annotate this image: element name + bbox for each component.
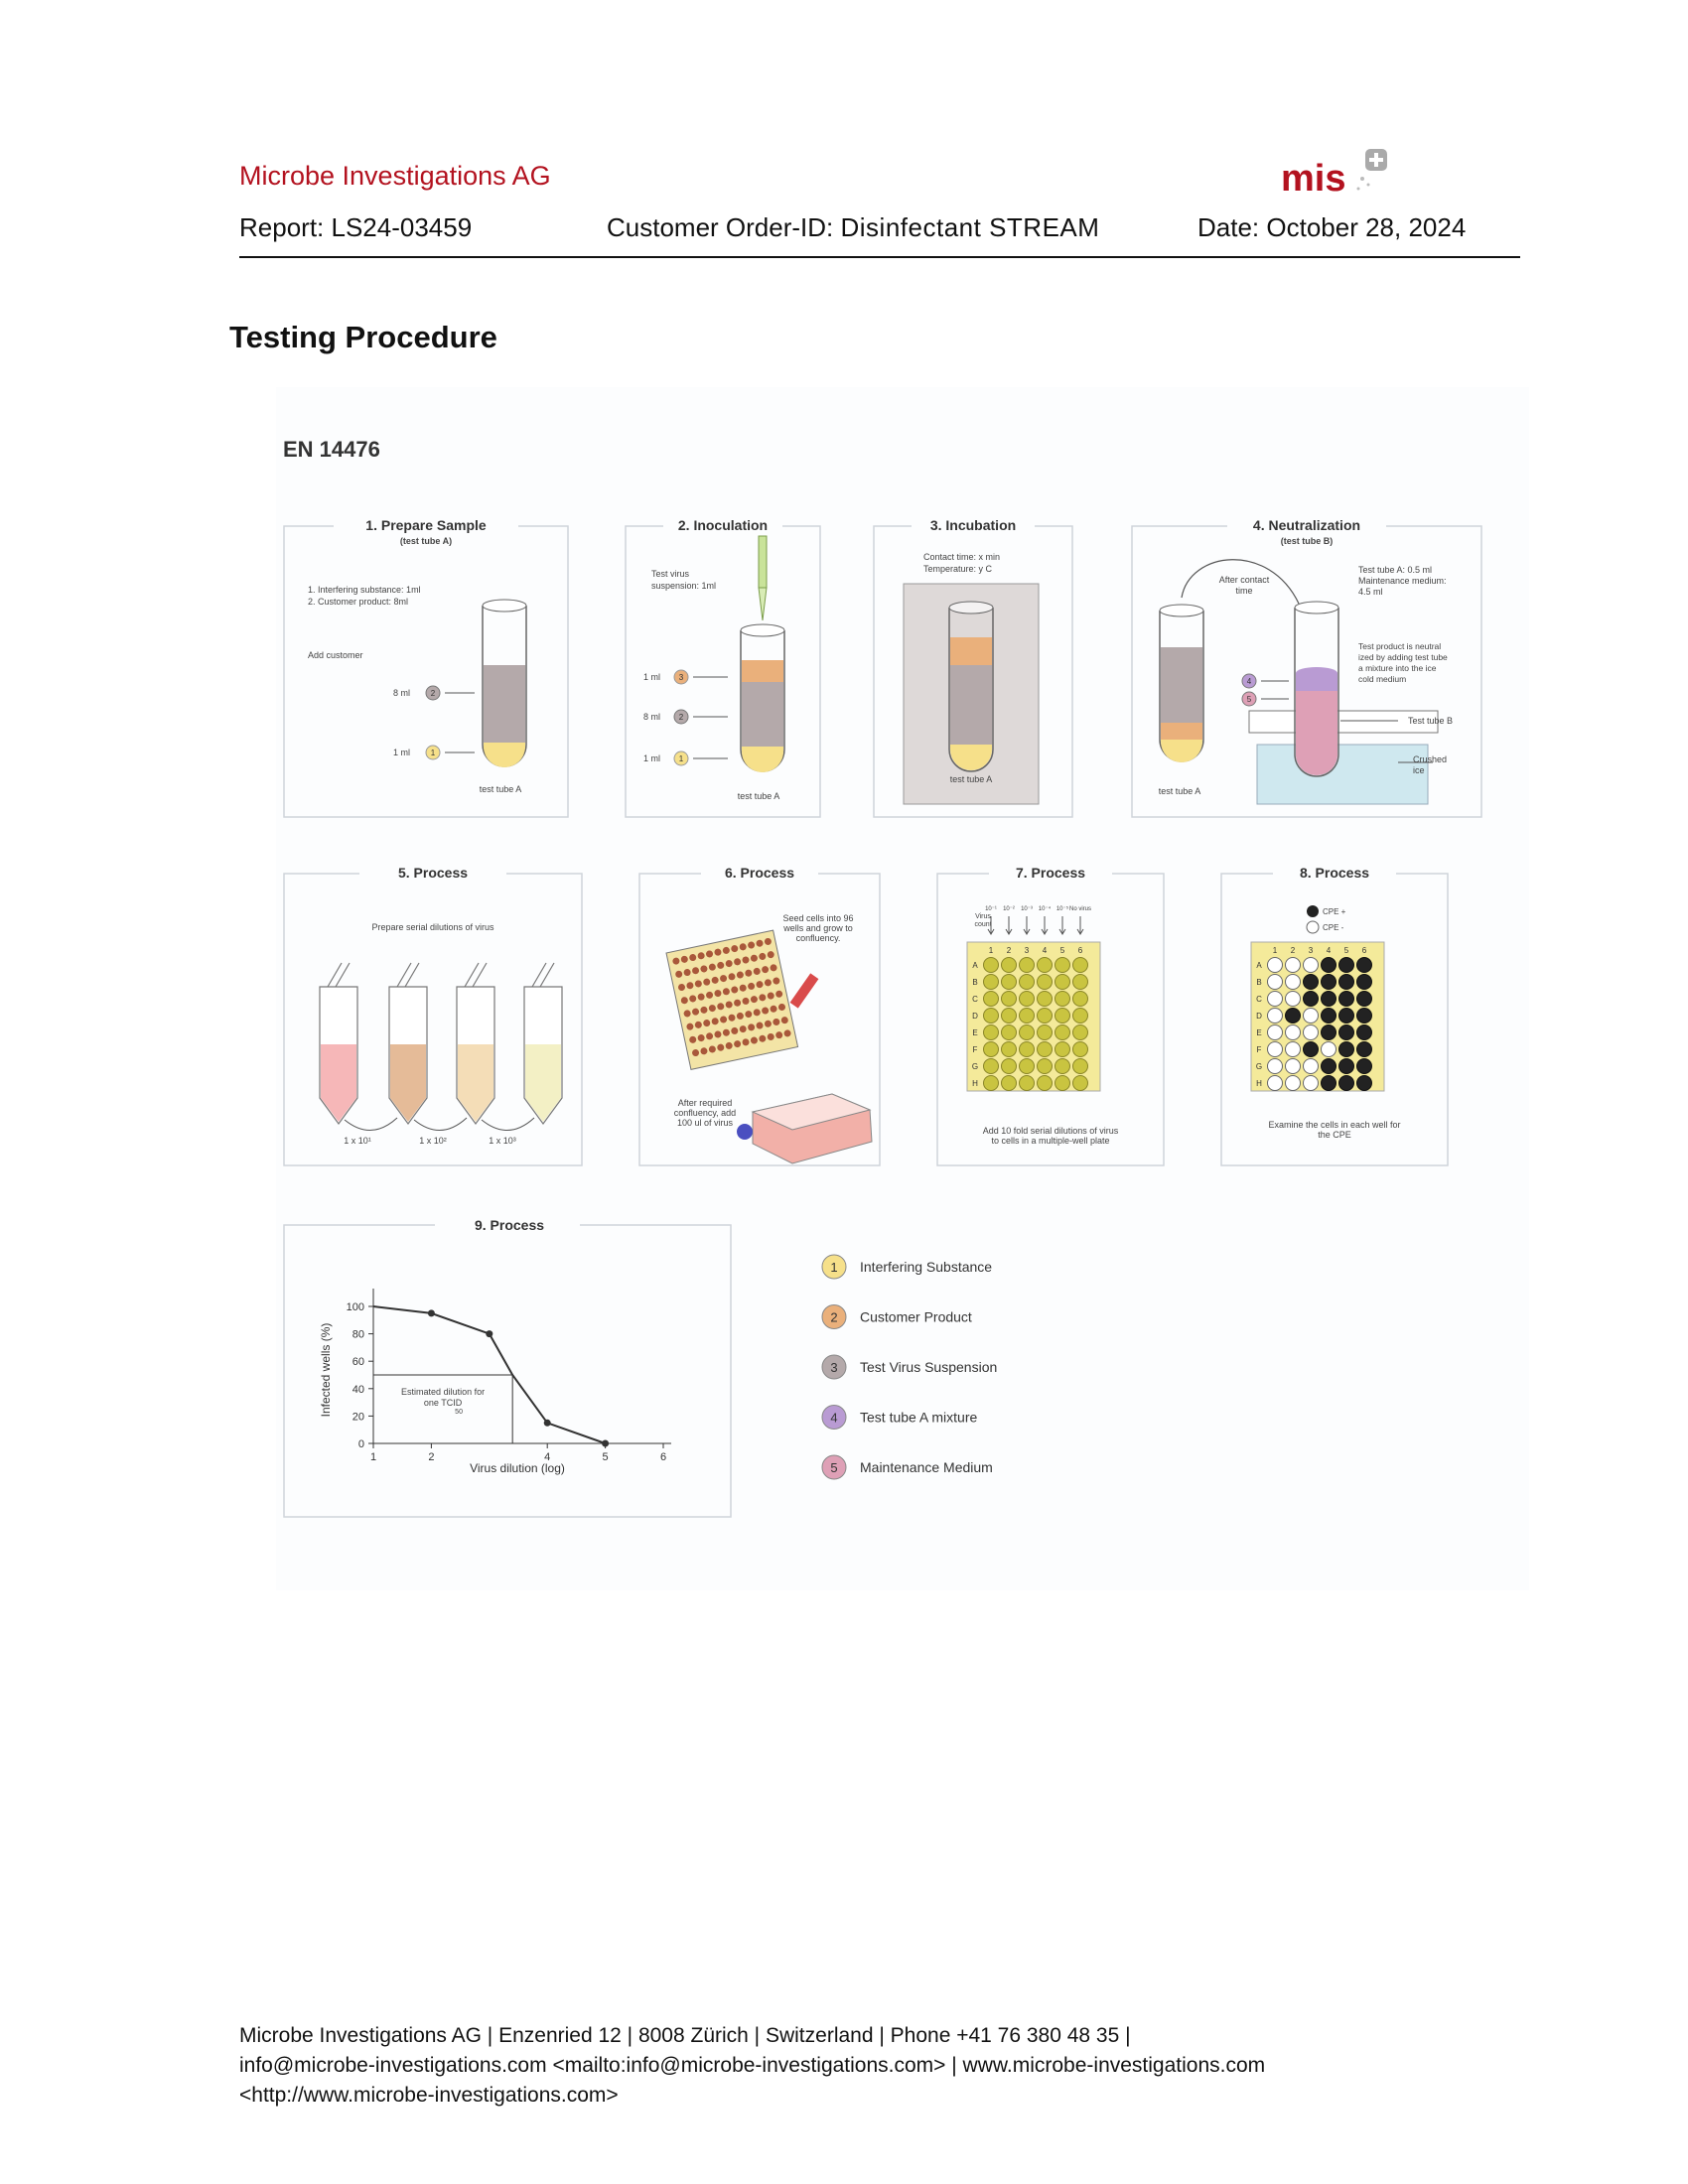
panel-tcid50-chart: [284, 1215, 731, 1517]
well: [1055, 975, 1070, 990]
legend-label: Interfering Substance: [860, 1259, 993, 1275]
panel-note: cold medium: [1358, 674, 1407, 684]
plate-col-label: 2: [1290, 946, 1296, 955]
panel-line: 2. Customer product: 8ml: [308, 597, 409, 607]
well: [1339, 1059, 1354, 1074]
plate-row-label: D: [1256, 1012, 1262, 1021]
cpe-legend-label: CPE +: [1323, 907, 1346, 916]
chart-annotation: Estimated dilution for: [401, 1387, 486, 1397]
dilution-head: 10⁻²: [1003, 906, 1015, 912]
panel-caption: Add 10 fold serial dilutions of virus: [982, 1126, 1119, 1136]
well: [1286, 1042, 1301, 1057]
plate-row-label: F: [1256, 1045, 1262, 1054]
well: [1304, 1042, 1319, 1057]
legend-label: Customer Product: [860, 1308, 972, 1325]
dilution-head: 10⁻⁵: [1055, 906, 1069, 912]
date-label: Date:: [1197, 212, 1260, 242]
virus-count-label: count: [974, 921, 992, 928]
well: [1339, 992, 1354, 1007]
y-tick-label: 40: [352, 1383, 364, 1396]
well: [1073, 1025, 1088, 1040]
cpe-legend-label: CPE -: [1323, 923, 1344, 932]
well: [1286, 958, 1301, 973]
well: [1038, 1042, 1053, 1057]
well: [1020, 1076, 1035, 1091]
plate-col-label: 4: [1326, 946, 1332, 955]
well: [1038, 1076, 1053, 1091]
panel-line: Test tube A: 0.5 ml: [1358, 565, 1433, 575]
chart-annotation: 50: [455, 1409, 463, 1416]
plate-col-label: 3: [1308, 946, 1314, 955]
well: [1322, 1076, 1336, 1091]
chart-y-label: Infected wells (%): [319, 1322, 333, 1418]
data-point: [602, 1440, 609, 1447]
plate-row-label: H: [972, 1079, 978, 1088]
well: [1002, 1059, 1017, 1074]
well: [1038, 958, 1053, 973]
panel-line: 1. Interfering substance: 1ml: [308, 585, 421, 595]
well: [1268, 1059, 1283, 1074]
well: [1073, 1009, 1088, 1024]
well: [1357, 1059, 1372, 1074]
well: [1020, 1025, 1035, 1040]
well: [1038, 975, 1053, 990]
plate-row-label: E: [1256, 1028, 1262, 1037]
well: [1339, 975, 1354, 990]
panel-line: 4.5 ml: [1358, 587, 1383, 597]
well: [1304, 1059, 1319, 1074]
panel-note: a mixture into the ice: [1358, 663, 1437, 673]
color-legend: [822, 1255, 997, 1479]
panel-neutralization: [1132, 516, 1481, 817]
well: [1322, 992, 1336, 1007]
well: [1304, 958, 1319, 973]
x-tick-label: 5: [602, 1451, 609, 1463]
well: [1322, 1025, 1336, 1040]
well: [1322, 1059, 1336, 1074]
well: [1304, 1009, 1319, 1024]
tube-label: Test tube B: [1408, 716, 1454, 726]
ice-label: ice: [1413, 765, 1425, 775]
plate-col-label: 6: [1077, 946, 1083, 955]
panel-title: 4. Neutralization: [1252, 517, 1361, 533]
report-label: Report:: [239, 212, 325, 242]
panel-line: Contact time: x min: [923, 552, 1001, 562]
panel-cpe-plate: [1221, 864, 1448, 1165]
legend-number: 3: [830, 1360, 838, 1375]
well: [1002, 1076, 1017, 1091]
well: [984, 975, 999, 990]
plate-col-label: 5: [1343, 946, 1349, 955]
panel-caption: Examine the cells in each well for: [1268, 1120, 1401, 1130]
well: [1073, 1059, 1088, 1074]
well: [1268, 1042, 1283, 1057]
plate-row-label: D: [972, 1012, 978, 1021]
panel-inoculation: [626, 516, 820, 817]
footer-line: Microbe Investigations AG | Enzenried 12 | 8008 Zürich | Switzerland | Phone +41 76 380 48 35 |: [239, 2024, 1131, 2047]
panel-line: Seed cells into 96: [782, 913, 854, 923]
well: [1268, 958, 1283, 973]
well: [1020, 1042, 1035, 1057]
footer-line: info@microbe-investigations.com <mailto:info@microbe-investigations.com> | www.microbe-investigations.com: [239, 2054, 1266, 2077]
panel-note: confluency, add: [673, 1108, 737, 1118]
well: [1286, 1059, 1301, 1074]
order-label: Customer Order-ID:: [607, 212, 834, 242]
panel-title: 6. Process: [724, 865, 795, 881]
well: [1055, 1025, 1070, 1040]
well: [1339, 1025, 1354, 1040]
well: [1322, 975, 1336, 990]
svg-text:1: 1: [430, 749, 436, 757]
volume-label: 1 ml: [393, 748, 411, 757]
well: [1055, 992, 1070, 1007]
well: [1002, 1025, 1017, 1040]
well: [1286, 1009, 1301, 1024]
well: [1357, 992, 1372, 1007]
svg-text:2: 2: [430, 689, 436, 698]
well: [1038, 1059, 1053, 1074]
well: [1073, 1076, 1088, 1091]
report-id: LS24-03459: [331, 212, 473, 242]
well: [1357, 958, 1372, 973]
panel-serial-dilution: [284, 864, 582, 1165]
well: [1055, 958, 1070, 973]
panel-line: Prepare serial dilutions of virus: [371, 922, 494, 932]
tube-label: test tube A: [949, 774, 993, 784]
panel-title: 3. Incubation: [929, 517, 1017, 533]
plate-row-label: C: [972, 995, 978, 1004]
dilution-label: 1 x 10²: [419, 1136, 447, 1146]
panel-title: 1. Prepare Sample: [365, 517, 487, 533]
chart-x-label: Virus dilution (log): [470, 1461, 565, 1475]
plate-row-label: F: [972, 1045, 978, 1054]
panel-line: Test virus: [651, 569, 690, 579]
plate-row-label: B: [1256, 978, 1262, 987]
well: [1322, 1042, 1336, 1057]
well: [1020, 958, 1035, 973]
data-point: [544, 1420, 551, 1427]
volume-label: 8 ml: [393, 688, 411, 698]
well: [1339, 1042, 1354, 1057]
well: [1304, 975, 1319, 990]
legend-label: Test tube A mixture: [860, 1409, 978, 1426]
well: [1268, 975, 1283, 990]
well: [1268, 1025, 1283, 1040]
virus-count-label: Virus: [975, 913, 991, 920]
plate-row-label: C: [1256, 995, 1262, 1004]
plate-col-label: 2: [1006, 946, 1012, 955]
legend-number: 1: [830, 1260, 838, 1275]
panel-subtitle: (test tube B): [1280, 536, 1334, 546]
panel-line: suspension: 1ml: [651, 581, 717, 591]
legend-number: 5: [830, 1460, 838, 1475]
panel-note: Test product is neutral: [1358, 641, 1442, 651]
y-tick-label: 80: [352, 1328, 364, 1341]
well: [1286, 1076, 1301, 1091]
well: [1357, 1042, 1372, 1057]
panel-note: Add customer: [308, 650, 363, 660]
plate-row-label: E: [972, 1028, 978, 1037]
plate-row-label: A: [972, 961, 978, 970]
well: [1357, 1009, 1372, 1024]
dilution-head: No virus: [1068, 906, 1092, 912]
panel-line: wells and grow to: [783, 923, 853, 933]
panel-title: 7. Process: [1015, 865, 1086, 881]
well: [1268, 1076, 1283, 1091]
dilution-label: 1 x 10³: [489, 1136, 516, 1146]
volume-label: 8 ml: [643, 712, 661, 722]
dilution-head: 10⁻³: [1021, 906, 1033, 912]
well: [1304, 992, 1319, 1007]
panel-title: 5. Process: [397, 865, 469, 881]
svg-text:2: 2: [678, 713, 684, 722]
x-tick-label: 1: [369, 1451, 377, 1463]
legend-label: Test Virus Suspension: [860, 1359, 998, 1375]
well: [1322, 958, 1336, 973]
well: [1339, 1076, 1354, 1091]
well: [1268, 992, 1283, 1007]
well: [984, 958, 999, 973]
panel-prepare-sample: [284, 516, 568, 817]
panel-caption: to cells in a multiple-well plate: [991, 1136, 1110, 1146]
company-name: Microbe Investigations AG: [239, 161, 551, 191]
panel-line: confluency.: [795, 933, 841, 943]
panel-subtitle: (test tube A): [399, 536, 453, 546]
data-point: [428, 1309, 435, 1316]
well: [1304, 1025, 1319, 1040]
section-title: Testing Procedure: [229, 320, 497, 354]
well: [1268, 1009, 1283, 1024]
well: [1055, 1009, 1070, 1024]
well: [1357, 975, 1372, 990]
volume-label: 1 ml: [643, 672, 661, 682]
tube-label: test tube A: [737, 791, 780, 801]
panel-virus-dilution-plate: [937, 864, 1164, 1165]
logo-text: mis: [1281, 158, 1346, 200]
panel-title: 8. Process: [1299, 865, 1370, 881]
well: [1055, 1059, 1070, 1074]
well: [1357, 1076, 1372, 1091]
panel-note: 100 ul of virus: [676, 1118, 734, 1128]
dilution-head: 10⁻⁴: [1038, 906, 1052, 912]
panel-note: time: [1235, 586, 1253, 596]
well: [1322, 1009, 1336, 1024]
well: [1002, 992, 1017, 1007]
plate-row-label: B: [972, 978, 978, 987]
svg-text:3: 3: [678, 673, 684, 682]
well: [1073, 992, 1088, 1007]
footer-line: <http://www.microbe-investigations.com>: [239, 2084, 619, 2107]
plate-row-label: A: [1256, 961, 1262, 970]
tube-label: test tube A: [479, 784, 522, 794]
well: [1304, 1076, 1319, 1091]
ice-label: Crushed: [1413, 754, 1448, 764]
plate-row-label: G: [1255, 1062, 1263, 1071]
plate-col-label: 6: [1361, 946, 1367, 955]
panel-line: Temperature: y C: [923, 564, 993, 574]
y-tick-label: 100: [346, 1301, 364, 1313]
panel-seed-cells: [639, 864, 880, 1165]
well: [1020, 1009, 1035, 1024]
well: [1339, 1009, 1354, 1024]
volume-label: 1 ml: [643, 753, 661, 763]
plate-row-label: G: [971, 1062, 979, 1071]
well: [1038, 1025, 1053, 1040]
report-date: October 28, 2024: [1266, 212, 1467, 242]
y-tick-label: 0: [357, 1438, 364, 1450]
dilution-label: 1 x 10¹: [344, 1136, 371, 1146]
well: [1073, 1042, 1088, 1057]
panel-note: After required: [677, 1098, 733, 1108]
panel-title: 2. Inoculation: [677, 517, 769, 533]
legend-label: Maintenance Medium: [860, 1459, 993, 1475]
panel-line: Maintenance medium:: [1358, 576, 1447, 586]
tube-label: test tube A: [1158, 786, 1201, 796]
company-logo: [1281, 149, 1400, 208]
well: [1055, 1076, 1070, 1091]
well: [1073, 958, 1088, 973]
panel-caption: the CPE: [1318, 1130, 1351, 1140]
well: [1002, 1009, 1017, 1024]
well: [1020, 975, 1035, 990]
plate-col-label: 1: [1272, 946, 1278, 955]
well: [984, 1059, 999, 1074]
well: [1038, 992, 1053, 1007]
x-tick-label: 4: [544, 1451, 551, 1463]
svg-text:5: 5: [1246, 695, 1252, 704]
header-divider: [239, 256, 1520, 258]
chart-annotation: one TCID: [423, 1398, 463, 1408]
panel-incubation: [874, 516, 1072, 817]
page-footer: [239, 2021, 1265, 2111]
well: [1038, 1009, 1053, 1024]
well: [1002, 975, 1017, 990]
plate-col-label: 5: [1059, 946, 1065, 955]
well: [984, 1009, 999, 1024]
svg-text:1: 1: [678, 754, 684, 763]
legend-number: 2: [830, 1309, 838, 1325]
legend-number: 4: [830, 1410, 838, 1426]
panel-note: After contact: [1218, 575, 1270, 585]
well: [984, 1076, 999, 1091]
well: [1020, 1059, 1035, 1074]
well: [1073, 975, 1088, 990]
well: [1286, 992, 1301, 1007]
well: [984, 1042, 999, 1057]
svg-text:4: 4: [1246, 677, 1252, 686]
plate-row-label: H: [1256, 1079, 1262, 1088]
well: [984, 1025, 999, 1040]
x-tick-label: 2: [428, 1451, 435, 1463]
chart-title: 9. Process: [474, 1217, 545, 1233]
well: [1339, 958, 1354, 973]
x-tick-label: 6: [659, 1451, 667, 1463]
dilution-head: 10⁻¹: [985, 906, 997, 912]
well: [1002, 958, 1017, 973]
plate-col-label: 4: [1042, 946, 1048, 955]
y-tick-label: 20: [352, 1411, 364, 1424]
well: [1286, 1025, 1301, 1040]
well: [1002, 1042, 1017, 1057]
plate-col-label: 1: [988, 946, 994, 955]
well: [1020, 992, 1035, 1007]
panel-note: ized by adding test tube: [1358, 652, 1448, 662]
order-id: Disinfectant STREAM: [840, 212, 1100, 242]
well: [1286, 975, 1301, 990]
data-point: [486, 1330, 492, 1337]
well: [1055, 1042, 1070, 1057]
well: [984, 992, 999, 1007]
plate-col-label: 3: [1024, 946, 1030, 955]
y-tick-label: 60: [352, 1356, 364, 1369]
procedure-figure: [276, 387, 1529, 1590]
standard-title: EN 14476: [283, 437, 380, 462]
well: [1357, 1025, 1372, 1040]
